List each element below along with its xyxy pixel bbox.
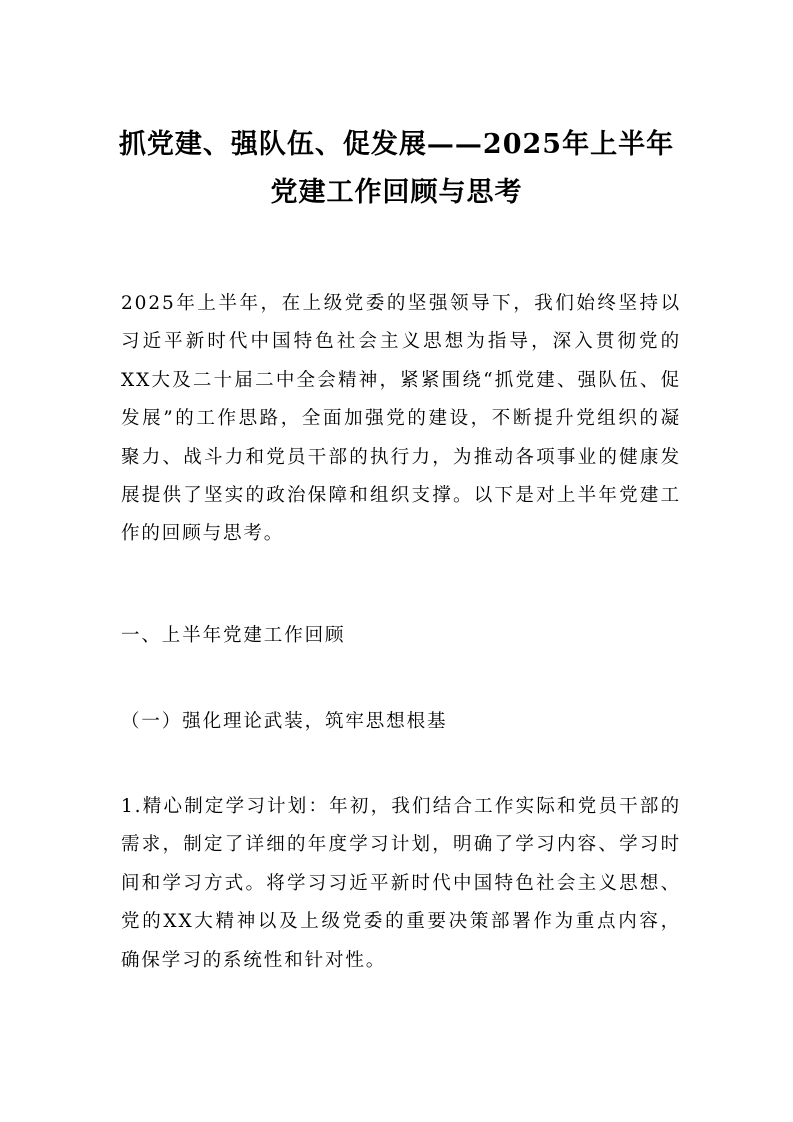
document-title-line-2: 党建工作回顾与思考 [270, 177, 523, 208]
section-heading: 一、上半年党建工作回顾 [121, 625, 346, 646]
document-title-line-1: 抓党建、强队伍、促发展——2025年上半年 [118, 129, 675, 160]
subsection-heading: （一）强化理论武装，筑牢思想根基 [121, 711, 448, 732]
item-paragraph: 1.精心制定学习计划：年初，我们结合工作实际和党员干部的需求，制定了详细的年度学习计划，明确了学习内容、学习时间和学习方式。将学习习近平新时代中国特色社会主义思想、党的XX大精神以及上级党委的重要决策部署作为重点内容，确保学习的系统性和针对性。 [121, 796, 681, 971]
intro-paragraph: 2025年上半年，在上级党委的坚强领导下，我们始终坚持以习近平新时代中国特色社会主义思想为指导，深入贯彻党的XX大及二十届二中全会精神，紧紧围绕“抓党建、强队伍、促发展”的工作思路，全面加强党的建设，不断提升党组织的凝聚力、战斗力和党员干部的执行力，为推动各项事业的健康发展提供了坚实的政治保障和组织支撑。以下是对上半年党建工作的回顾与思考。 [121, 293, 681, 545]
